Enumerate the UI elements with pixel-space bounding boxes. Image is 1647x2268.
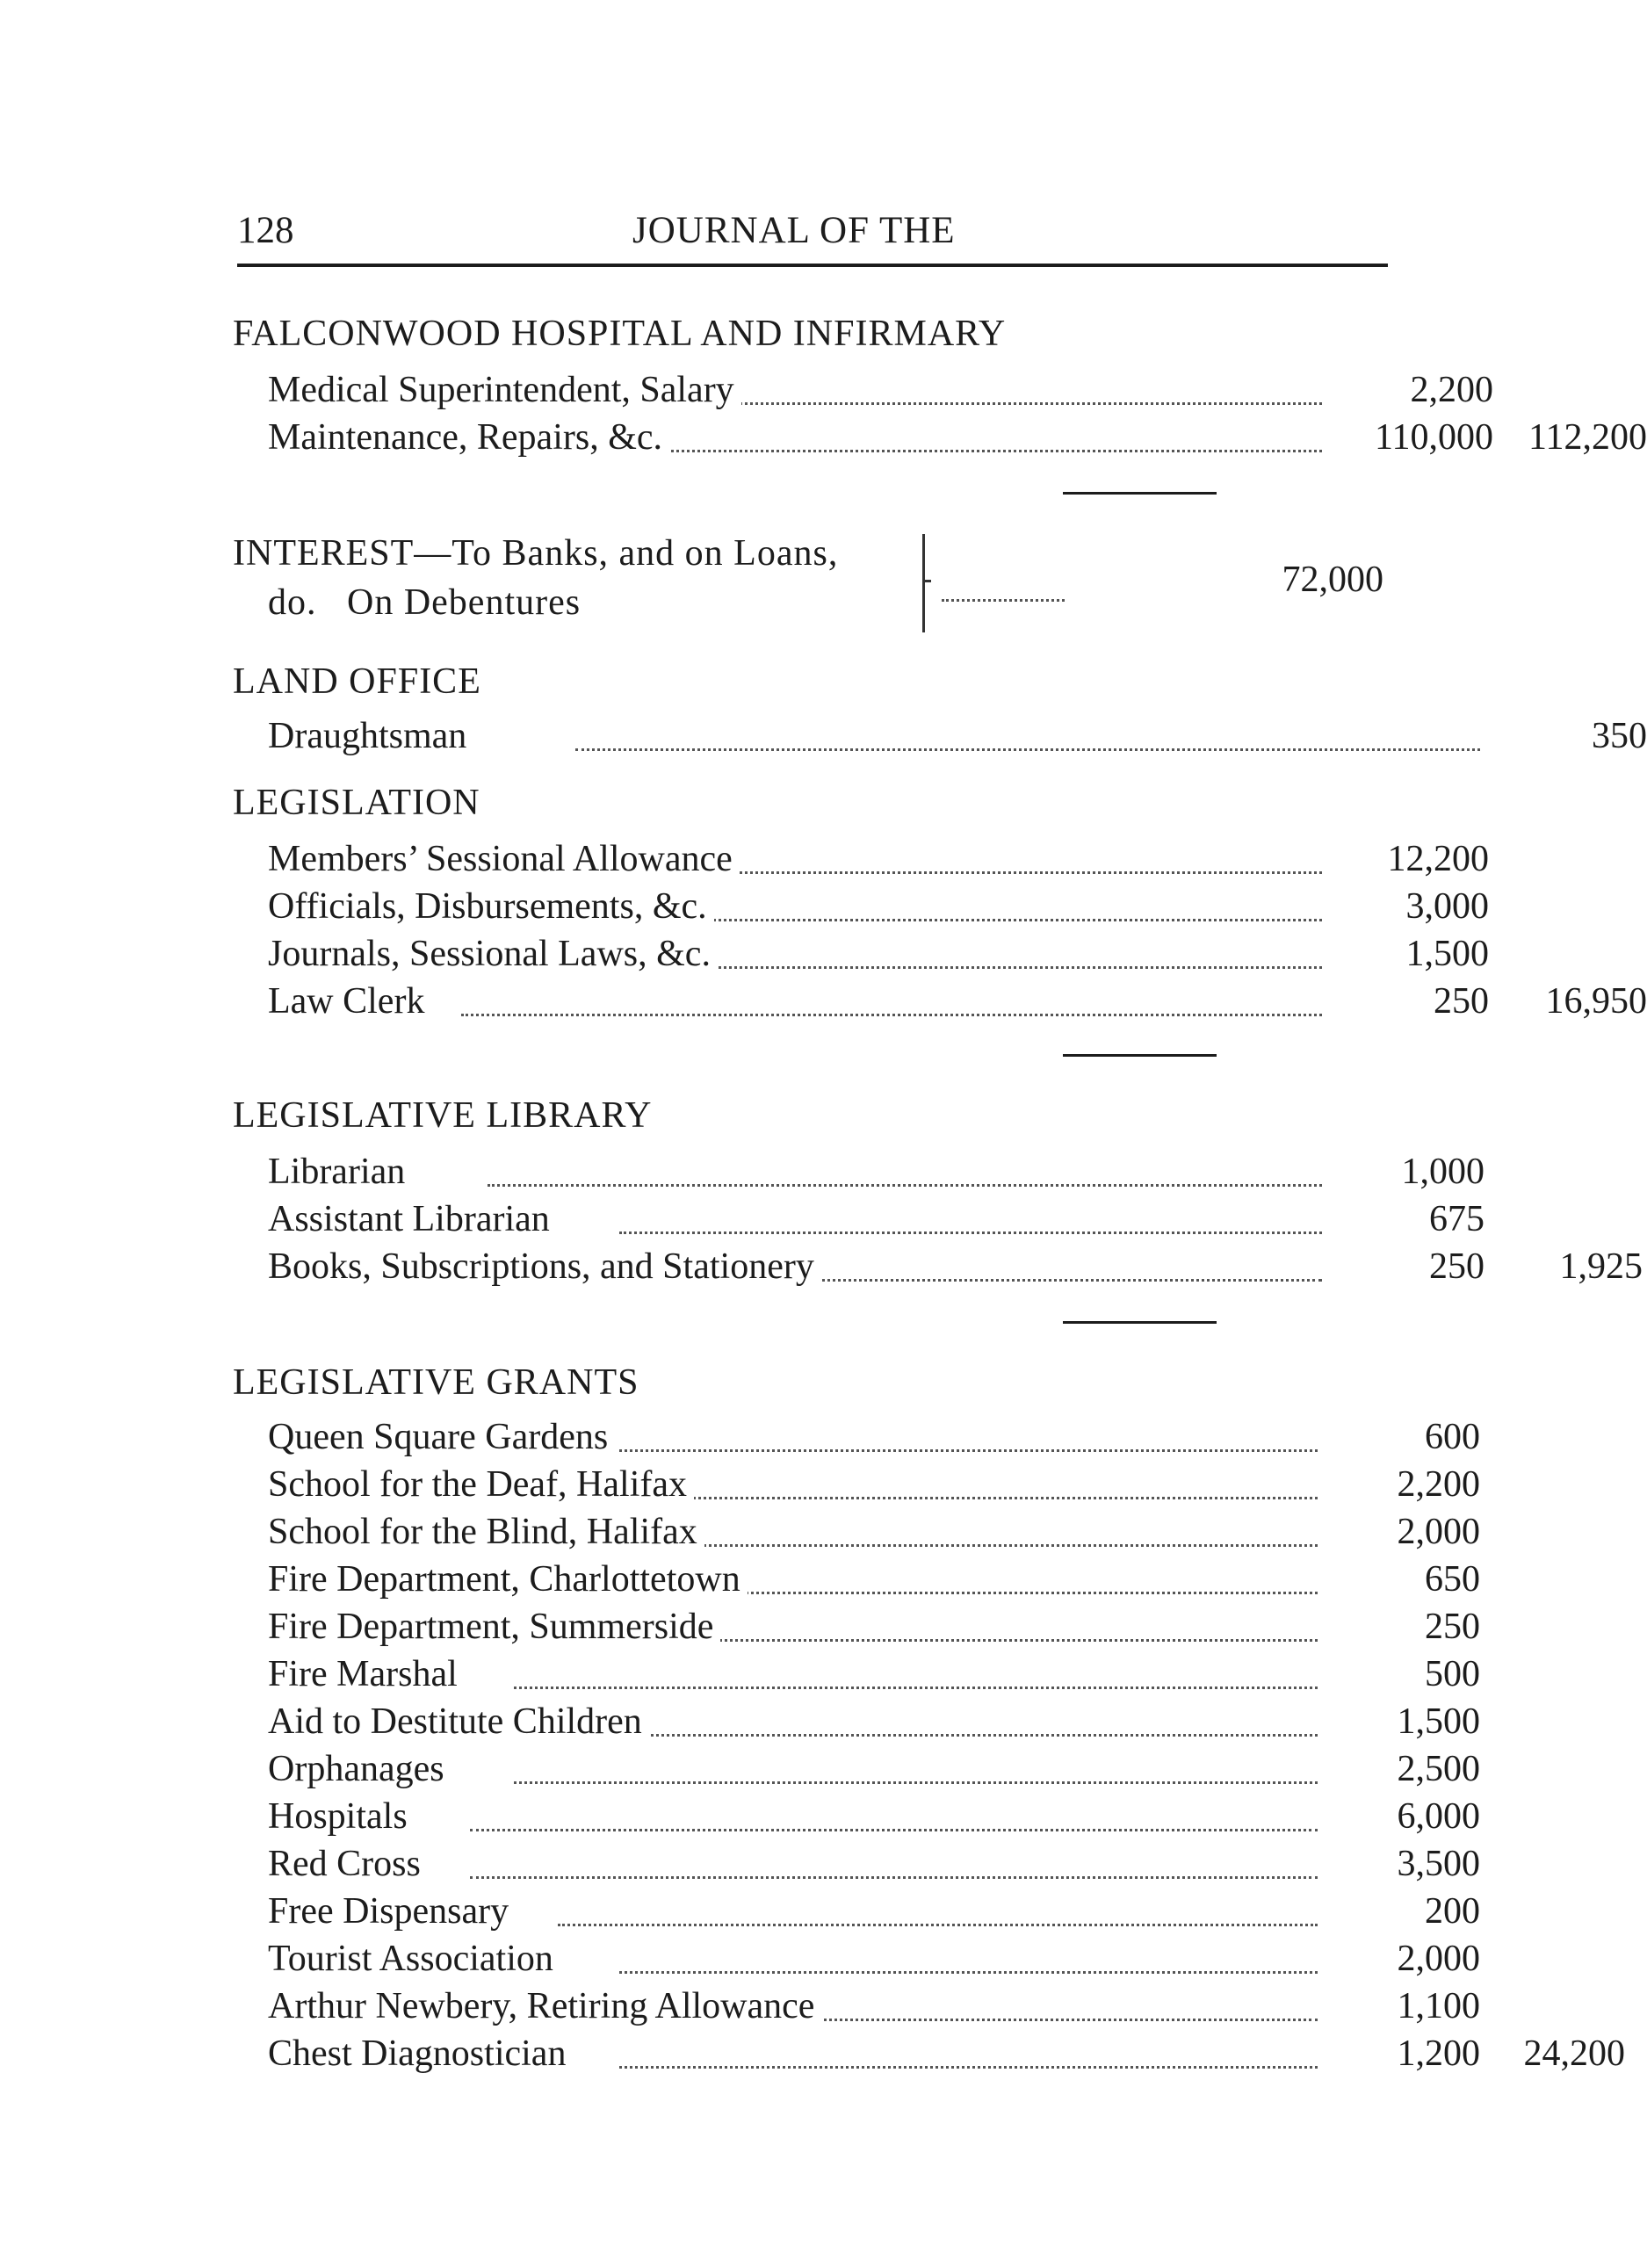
dot-leader [514,1781,1318,1784]
item-amount: 2,000 [1397,1939,1480,1979]
item-amount: 1,500 [1405,934,1489,974]
item-label: Maintenance, Repairs, &c. [268,416,669,459]
item-label: Medical Superintendent, Salary [268,369,741,411]
item-amount: 2,500 [1397,1749,1480,1789]
item-label: Draughtsman [268,715,473,757]
line-item [268,1938,1480,1985]
item-label: School for the Deaf, Halifax [268,1463,694,1506]
item-amount: 2,200 [1397,1464,1480,1505]
line-item [268,715,1647,762]
dot-leader [619,2066,1318,2069]
dot-leader [619,1449,1318,1452]
section-title-land-office: LAND OFFICE [233,661,481,702]
dot-leader [461,1014,1322,1016]
dot-leader [470,1829,1318,1831]
section-title-legislative-grants: LEGISLATIVE GRANTS [233,1362,639,1403]
item-label: Hospitals [268,1795,415,1838]
item-amount: 250 [1429,1246,1484,1287]
line-item [268,885,1489,933]
item-label: Law Clerk [268,980,431,1022]
subtotal-rule [1063,1054,1217,1057]
item-amount: 250 [1425,1607,1480,1647]
section-title-legislative-library: LEGISLATIVE LIBRARY [233,1095,653,1136]
dot-leader [514,1687,1318,1689]
item-label: Fire Department, Charlottetown [268,1558,748,1600]
dot-leader [619,1544,1318,1547]
item-label: Librarian [268,1151,412,1193]
line-item [268,1701,1480,1748]
interest-line-2 [268,581,581,624]
line-item [268,1511,1480,1558]
dot-leader [488,1184,1322,1187]
line-item [268,1463,1480,1511]
dot-leader [575,748,1480,751]
item-amount: 6,000 [1397,1796,1480,1837]
item-label: Red Cross [268,1843,428,1885]
item-label: Chest Diagnostician [268,2033,573,2075]
dot-leader [654,450,1322,452]
line-item [268,1748,1480,1795]
item-amount: 600 [1425,1417,1480,1457]
item-label: Assistant Librarian [268,1198,557,1240]
bracket-brace [922,534,937,632]
line-item [268,369,1493,416]
line-item [268,1606,1480,1653]
dot-leader [619,1497,1318,1499]
item-amount: 1,000 [1401,1152,1484,1192]
item-amount: 12,200 [1387,839,1489,879]
dot-leader [470,1876,1318,1879]
item-amount: 675 [1429,1199,1484,1239]
line-item [268,1246,1643,1293]
line-item [268,416,1647,464]
dot-leader [795,1279,1322,1282]
dot-leader [942,599,1065,602]
item-label: Queen Square Gardens [268,1416,615,1458]
item-amount: 3,500 [1397,1844,1480,1884]
interest-total: 72,000 [1282,560,1383,600]
dot-leader [619,1734,1318,1737]
item-label: Arthur Newbery, Retiring Allowance [268,1985,821,2027]
section-title-legislation: LEGISLATION [233,783,480,823]
item-label: Members’ Sessional Allowance [268,838,740,880]
item-amount: 500 [1425,1654,1480,1694]
item-label: Officials, Disbursements, &c. [268,885,714,928]
interest-do: do. [268,582,317,623]
journal-title: JOURNAL OF THE [632,210,956,251]
dot-leader [813,2019,1318,2021]
line-item [268,980,1647,1028]
item-label: Free Dispensary [268,1890,516,1932]
item-amount: 2,000 [1397,1512,1480,1552]
subtotal-rule [1063,1321,1217,1324]
line-item [268,1653,1480,1701]
line-item [268,1558,1480,1606]
item-label: Orphanages [268,1748,451,1790]
line-item [268,838,1489,885]
line-item [268,1843,1480,1890]
line-item [268,1416,1480,1463]
line-item [268,1890,1480,1938]
item-label: Tourist Association [268,1938,560,1980]
item-label: Fire Department, Summerside [268,1606,720,1648]
subtotal-rule [1063,492,1217,495]
dot-leader [646,919,1322,921]
line-item [268,1198,1484,1246]
section-title-falconwood: FALCONWOOD HOSPITAL AND INFIRMARY [233,314,1007,354]
line-item [268,2033,1625,2080]
header-rule [237,264,1388,267]
dot-leader [646,966,1322,969]
item-amount: 1,200 [1397,2033,1480,2074]
dot-leader [558,1924,1318,1926]
item-amount: 650 [1425,1559,1480,1600]
item-amount: 110,000 [1375,417,1493,458]
section-total: 24,200 [1523,2033,1625,2074]
dot-leader [646,871,1322,874]
section-total: 16,950 [1545,981,1647,1022]
item-amount: 250 [1434,981,1489,1022]
line-item [268,1795,1480,1843]
dot-leader [619,1639,1318,1642]
line-item [268,1151,1484,1198]
item-amount: 3,000 [1405,886,1489,927]
interest-debentures: On Debentures [347,582,582,623]
interest-line-1: INTEREST—To Banks, and on Loans, [233,533,839,574]
dot-leader [619,1971,1318,1974]
item-amount: 2,200 [1410,370,1493,410]
dot-leader [654,402,1322,405]
section-total: 350 [1592,716,1647,756]
line-item [268,1985,1480,2033]
line-item [268,933,1489,980]
item-label: School for the Blind, Halifax [268,1511,704,1553]
item-label: Fire Marshal [268,1653,465,1695]
item-amount: 1,100 [1397,1986,1480,2026]
item-amount: 200 [1425,1891,1480,1932]
section-total: 1,925 [1559,1246,1643,1287]
dot-leader [619,1232,1322,1234]
item-amount: 1,500 [1397,1701,1480,1742]
item-label: Aid to Destitute Children [268,1701,649,1743]
page-number: 128 [237,210,294,251]
section-total: 112,200 [1528,417,1647,458]
item-label: Journals, Sessional Laws, &c. [268,933,718,975]
page-header [237,200,1388,264]
item-label: Books, Subscriptions, and Stationery [268,1246,821,1288]
